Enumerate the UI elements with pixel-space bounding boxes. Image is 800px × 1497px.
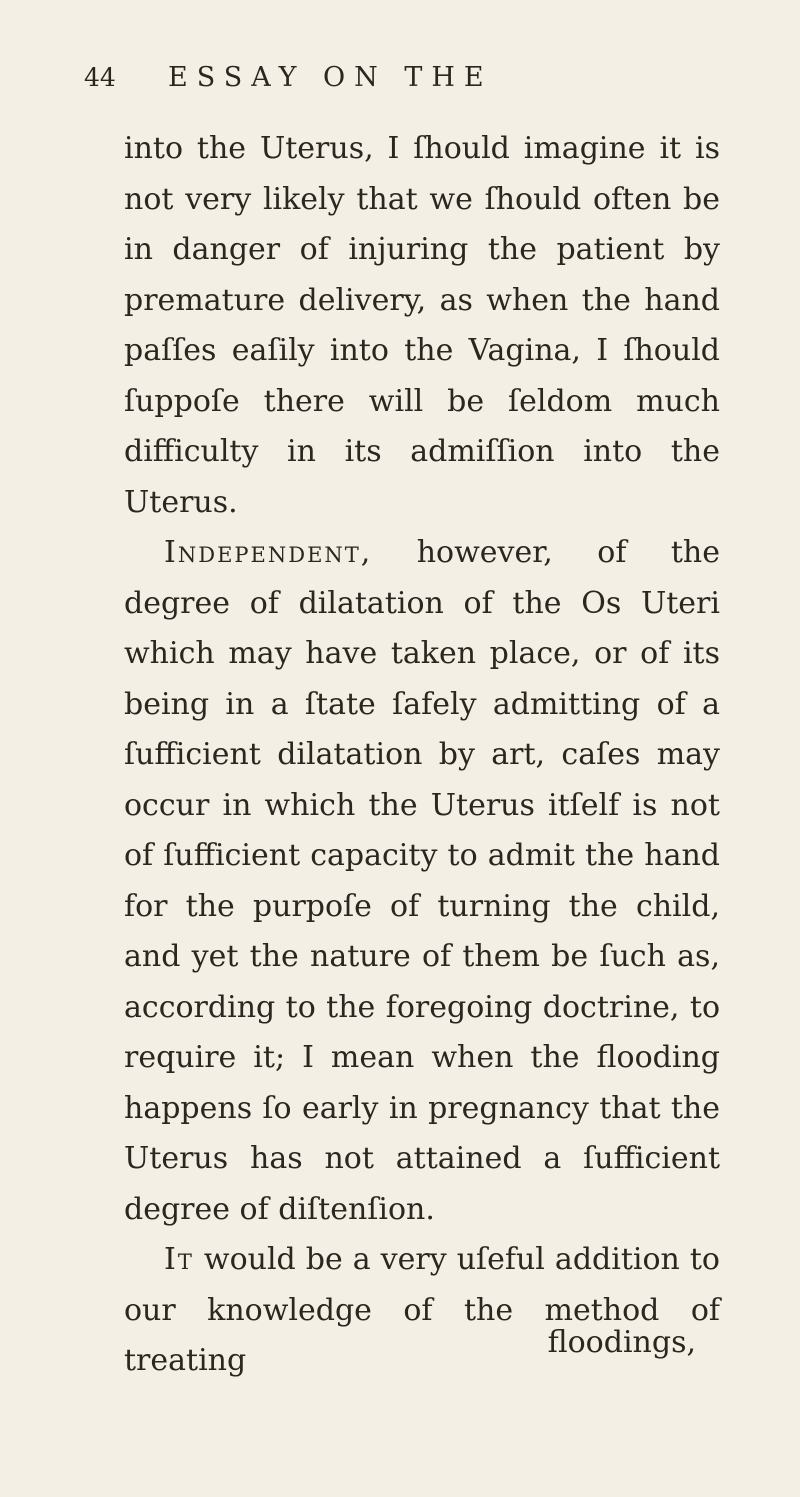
paragraph-3 — [124, 1235, 720, 1387]
catchword: floodings, — [547, 1325, 696, 1360]
paragraph-2-lead: Independent, — [164, 535, 373, 570]
page-number: 44 — [84, 63, 116, 92]
paragraph-1 — [124, 124, 720, 528]
running-title: ESSAY ON THE — [168, 62, 493, 93]
body-text — [124, 124, 720, 1387]
paragraph-2 — [124, 528, 720, 1235]
paragraph-3-text: would be a very uſeful addition to our knowledge of the method of treating — [124, 1242, 720, 1378]
paragraph-2-text: however, of the degree of dilatation of the Os Uteri which may have taken place, or of its being in a ſtate ſafely admitting of a ſufficient dilatation by art, caſes may occur in which the Uterus itſelf is not of ſufficient capacity to admit the hand for the purpoſe of turning the child, and yet the nature of them be ſuch as, according to the foregoing doctrine, to require it; I mean when the flooding happens ſo early in pregnancy that the Uterus has not attained a ſufficient degree of diſtenſion. — [124, 535, 720, 1227]
paragraph-3-lead: It — [164, 1242, 194, 1277]
paragraph-1-text: into the Uterus, I ſhould imagine it is not very likely that we ſhould often be in danger of injuring the patient by premature delivery, as when the hand paſſes eaſily into the Vagina, I ſhould ſuppoſe there will be ſeldom much difficulty in its admiſſion into the Uterus. — [124, 131, 720, 520]
running-head — [84, 62, 700, 118]
